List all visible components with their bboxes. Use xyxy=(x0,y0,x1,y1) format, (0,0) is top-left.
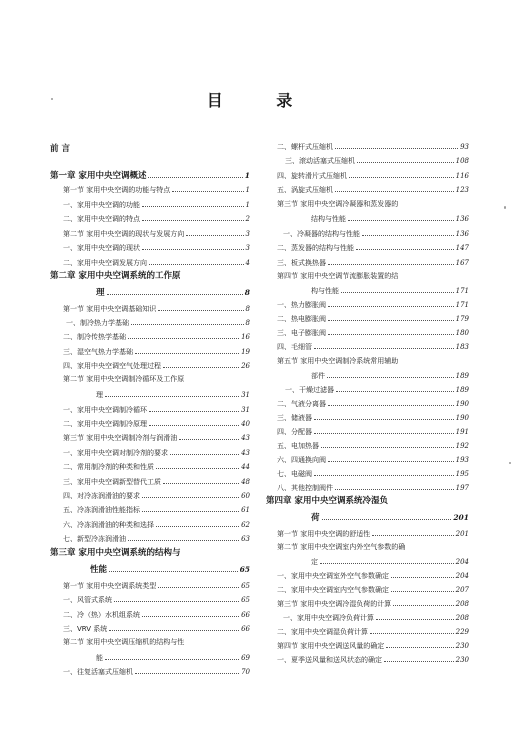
toc-leader-dots xyxy=(328,397,454,406)
toc-leader-dots xyxy=(357,154,454,163)
toc-entry-label: 四、家用中央空调空气处理过程 xyxy=(63,362,161,370)
scan-speck xyxy=(509,462,511,464)
toc-entry xyxy=(277,625,469,637)
toc-entry-label: 第一节 家用中央空调基础知识 xyxy=(63,305,157,313)
toc-entry xyxy=(283,227,469,239)
toc-entry-page: 230 xyxy=(455,656,469,664)
toc-entry xyxy=(63,359,250,371)
toc-leader-dots xyxy=(142,241,244,250)
toc-entry xyxy=(277,583,469,595)
toc-entry-label: 一、风管式系统 xyxy=(63,596,112,604)
toc-entry xyxy=(277,312,469,324)
toc-entry-page: 66 xyxy=(241,611,250,619)
toc-entry-page: 40 xyxy=(241,420,250,428)
toc-entry-label: 四、对冷冻润滑油的要求 xyxy=(63,492,140,500)
toc-entry-label: 第一节 家用中央空调系统类型 xyxy=(63,582,157,590)
toc-leader-dots xyxy=(105,651,239,660)
toc-entry-label: 五、电加热器 xyxy=(277,442,319,450)
toc-entry-page: 136 xyxy=(455,215,469,223)
toc-entry xyxy=(277,411,469,423)
toc-entry-label: 一、家用中央空调的功能 xyxy=(63,201,140,209)
toc-leader-dots xyxy=(393,597,453,606)
toc-entry xyxy=(63,227,250,239)
toc-leader-dots xyxy=(135,345,239,354)
toc-entry xyxy=(266,495,469,507)
toc-entry xyxy=(277,653,469,665)
toc-entry xyxy=(63,417,250,429)
toc-leader-dots xyxy=(376,611,454,620)
toc-entry-label: 第二章 家用中央空调系统的工作原 xyxy=(50,271,181,281)
toc-leader-dots xyxy=(158,302,243,311)
toc-leader-dots xyxy=(128,330,239,339)
toc-entry-page: 43 xyxy=(241,434,250,442)
toc-leader-dots xyxy=(372,527,453,536)
toc-entry xyxy=(90,563,250,575)
toc-entry-label: 一、热力膨胀阀 xyxy=(277,301,326,309)
toc-entry xyxy=(285,383,469,395)
toc-entry xyxy=(63,518,250,530)
toc-entry-page: 69 xyxy=(241,654,250,662)
toc-entry xyxy=(311,555,469,567)
toc-entry xyxy=(277,183,469,195)
toc-leader-dots xyxy=(156,460,239,469)
toc-leader-dots xyxy=(156,518,239,527)
toc-entry xyxy=(277,397,469,409)
toc-entry-page: 201 xyxy=(453,513,469,522)
toc-entry xyxy=(63,345,250,357)
toc-entry xyxy=(311,284,469,296)
toc-entry-label: 一、家用中央空调制冷循环 xyxy=(63,406,147,414)
toc-entry-label: 理 xyxy=(96,391,103,399)
toc-entry-page: 229 xyxy=(455,628,469,636)
toc-entry-label: 五、涡旋式压缩机 xyxy=(277,186,333,194)
toc-entry xyxy=(277,597,469,609)
toc-entry-label: 二、家用中央空调发展方向 xyxy=(63,259,147,267)
toc-entry-page: 136 xyxy=(455,230,469,238)
toc-leader-dots xyxy=(142,503,239,512)
toc-entry-page: 183 xyxy=(455,343,469,351)
toc-entry-label: 二、家用中央空调室内空气参数确定 xyxy=(277,586,389,594)
toc-entry xyxy=(50,169,250,181)
toc-entry-label: 二、常用制冷剂的种类和性质 xyxy=(63,463,154,471)
toc-leader-dots xyxy=(109,563,238,572)
toc-entry-label: 二、热电膨胀阀 xyxy=(277,315,326,323)
toc-entry-label: 一、家用中央空调的现状 xyxy=(63,244,140,252)
toc-entry xyxy=(50,547,250,559)
toc-entry xyxy=(277,169,469,181)
toc-entry-label: 五、冷冻润滑油性能指标 xyxy=(63,506,140,514)
toc-entry-label: 二、冷（热）水机组系统 xyxy=(63,611,140,619)
toc-entry-label: 三、电子膨胀阀 xyxy=(277,329,326,337)
toc-entry xyxy=(277,241,469,253)
toc-entry-page: 93 xyxy=(460,143,469,151)
toc-entry-label: 六、冷冻润滑油的种类和选择 xyxy=(63,521,154,529)
toc-entry-page: 8 xyxy=(245,319,250,327)
toc-entry xyxy=(63,636,250,648)
toc-entry-page: 190 xyxy=(455,400,469,408)
toc-entry-label: 二、家用中央空调的特点 xyxy=(63,215,140,223)
toc-leader-dots xyxy=(142,212,244,221)
toc-entry-page: 70 xyxy=(241,668,250,676)
toc-entry-page: 201 xyxy=(455,530,469,538)
toc-entry xyxy=(63,198,250,210)
toc-entry-page: 31 xyxy=(241,391,250,399)
toc-entry-label: 第三节 家用中央空调冷凝器和蒸发器的 xyxy=(277,200,399,208)
toc-leader-dots xyxy=(370,625,454,634)
toc-entry-page: 1 xyxy=(245,186,250,194)
toc-leader-dots xyxy=(148,169,242,178)
toc-entry-label: 七、电磁阀 xyxy=(277,470,312,478)
toc-entry-page: 171 xyxy=(455,287,469,295)
toc-entry-label: 二、制冷传热学基础 xyxy=(63,333,126,341)
toc-entry-page: 44 xyxy=(241,463,250,471)
toc-entry xyxy=(311,511,469,523)
toc-entry xyxy=(311,369,469,381)
toc-entry xyxy=(277,326,469,338)
toc-entry-label: 四、分配器 xyxy=(277,428,312,436)
toc-entry-label: 前 言 xyxy=(50,144,70,154)
toc-entry-label: 结构与性能 xyxy=(311,215,346,223)
toc-leader-dots xyxy=(356,241,454,250)
toc-entry xyxy=(277,256,469,268)
toc-entry-page: 66 xyxy=(241,625,250,633)
toc-leader-dots xyxy=(105,388,239,397)
scan-speck xyxy=(51,98,53,100)
toc-entry-label: 一、冷凝器的结构与性能 xyxy=(283,230,360,238)
toc-entry xyxy=(63,532,250,544)
toc-entry-label: 性能 xyxy=(90,565,108,575)
toc-entry-label: 第二节 家用中央空调压缩机的结构与性 xyxy=(63,638,185,646)
toc-leader-dots xyxy=(107,286,243,295)
toc-entry xyxy=(63,330,250,342)
toc-leader-dots xyxy=(314,425,454,434)
toc-entry-page: 197 xyxy=(455,484,469,492)
toc-entry xyxy=(63,475,250,487)
toc-entry-label: 理 xyxy=(96,288,105,298)
toc-entry-label: 四、旋转滑片式压缩机 xyxy=(277,172,347,180)
toc-entry xyxy=(63,212,250,224)
toc-entry xyxy=(277,355,469,367)
toc-entry-label: 三、滚动活塞式压缩机 xyxy=(285,157,355,165)
toc-entry-page: 190 xyxy=(455,414,469,422)
toc-entry xyxy=(277,569,469,581)
toc-leader-dots xyxy=(149,417,239,426)
toc-entry-page: 189 xyxy=(455,386,469,394)
toc-entry xyxy=(63,579,250,591)
toc-entry xyxy=(277,298,469,310)
toc-entry-page: 31 xyxy=(241,406,250,414)
toc-entry-page: 16 xyxy=(241,333,250,341)
toc-entry xyxy=(63,373,250,385)
toc-leader-dots xyxy=(114,593,239,602)
toc-entry-label: 七、新型冷冻润滑油 xyxy=(63,535,126,543)
toc-leader-dots xyxy=(321,439,454,448)
toc-entry-page: 26 xyxy=(241,362,250,370)
toc-entry-label: 二、蒸发器的结构与性能 xyxy=(277,244,354,252)
toc-leader-dots xyxy=(142,489,239,498)
toc-entry-page: 8 xyxy=(245,305,250,313)
toc-entry-page: 204 xyxy=(455,572,469,580)
toc-entry-label: 一、制冷热力学基础 xyxy=(66,319,129,327)
toc-leader-dots xyxy=(349,169,454,178)
toc-entry-label: 三、VRV 系统 xyxy=(63,625,108,633)
toc-leader-dots xyxy=(128,532,239,541)
toc-entry-label: 三、湿空气热力学基础 xyxy=(63,348,133,356)
toc-entry-label: 一、干燥过滤器 xyxy=(285,386,334,394)
scan-speck xyxy=(504,206,506,209)
toc-leader-dots xyxy=(391,569,454,578)
toc-entry xyxy=(63,403,250,415)
toc-entry xyxy=(63,593,250,605)
toc-leader-dots xyxy=(336,383,454,392)
toc-leader-dots xyxy=(384,653,454,662)
toc-entry xyxy=(277,340,469,352)
toc-leader-dots xyxy=(149,403,239,412)
toc-leader-dots xyxy=(328,298,454,307)
toc-entry-page: 65 xyxy=(241,582,250,590)
toc-entry-page: 230 xyxy=(455,642,469,650)
toc-entry xyxy=(277,425,469,437)
toc-entry-page: 48 xyxy=(241,478,250,486)
toc-leader-dots xyxy=(362,227,454,236)
toc-entry-label: 二、家用中央空调制冷原理 xyxy=(63,420,147,428)
toc-entry xyxy=(277,541,469,553)
toc-entry-label: 一、家用中央空调对制冷剂的要求 xyxy=(63,449,168,457)
toc-entry xyxy=(66,316,250,328)
toc-entry-page: 191 xyxy=(455,428,469,436)
toc-entry-label: 一、家用中央空调室外空气参数确定 xyxy=(277,572,389,580)
toc-entry-page: 195 xyxy=(455,470,469,478)
toc-leader-dots xyxy=(335,481,454,490)
toc-leader-dots xyxy=(327,369,454,378)
toc-entry xyxy=(63,608,250,620)
toc-entry xyxy=(63,622,250,634)
toc-entry-label: 第一章 家用中央空调概述 xyxy=(50,171,147,181)
toc-entry-label: 定 xyxy=(311,558,318,566)
toc-leader-dots xyxy=(170,446,239,455)
toc-entry-page: 1 xyxy=(244,171,250,180)
toc-entry-page: 193 xyxy=(455,456,469,464)
toc-leader-dots xyxy=(109,622,239,631)
toc-entry-label: 第三章 家用中央空调系统的结构与 xyxy=(50,548,181,558)
toc-leader-dots xyxy=(322,511,452,520)
toc-entry-label: 三、家用中央空调新型替代工质 xyxy=(63,478,161,486)
toc-leader-dots xyxy=(179,431,239,440)
toc-entry-page: 65 xyxy=(241,596,250,604)
toc-entry-page: 179 xyxy=(455,315,469,323)
toc-leader-dots xyxy=(328,326,454,335)
toc-entry-page: 43 xyxy=(241,449,250,457)
toc-leader-dots xyxy=(142,608,239,617)
toc-entry-page: 61 xyxy=(241,506,250,514)
toc-entry-page: 3 xyxy=(245,244,250,252)
toc-leader-dots xyxy=(335,140,458,149)
toc-entry xyxy=(50,143,250,155)
toc-leader-dots xyxy=(328,453,454,462)
toc-entry-page: 8 xyxy=(244,288,250,297)
toc-entry xyxy=(285,154,469,166)
toc-entry xyxy=(311,212,469,224)
toc-leader-dots xyxy=(320,555,454,564)
toc-entry-page: 207 xyxy=(455,586,469,594)
toc-leader-dots xyxy=(172,183,243,192)
toc-leader-dots xyxy=(149,256,244,265)
toc-entry xyxy=(277,453,469,465)
toc-leader-dots xyxy=(314,340,454,349)
toc-entry-page: 189 xyxy=(455,372,469,380)
toc-entry-label: 第四节 家用中央空调送风量的确定 xyxy=(277,642,385,650)
toc-entry-page: 167 xyxy=(455,259,469,267)
toc-entry-label: 二、螺杆式压缩机 xyxy=(277,143,333,151)
toc-entry-label: 三、储液器 xyxy=(277,414,312,422)
toc-entry xyxy=(277,140,469,152)
toc-entry-page: 180 xyxy=(455,329,469,337)
toc-entry xyxy=(63,241,250,253)
toc-leader-dots xyxy=(391,583,454,592)
toc-entry-label: 第三节 家用中央空调制冷剂与润滑油 xyxy=(63,434,178,442)
toc-entry-page: 147 xyxy=(455,244,469,252)
toc-entry xyxy=(63,460,250,472)
toc-entry xyxy=(277,639,469,651)
toc-entry xyxy=(96,286,250,298)
toc-entry xyxy=(96,651,250,663)
toc-entry xyxy=(277,527,469,539)
toc-entry-page: 3 xyxy=(245,230,250,238)
toc-entry-label: 构与性能 xyxy=(311,287,339,295)
page-title: 目 录 xyxy=(206,91,317,110)
toc-leader-dots xyxy=(386,639,453,648)
toc-entry-label: 部件 xyxy=(311,372,325,380)
toc-leader-dots xyxy=(131,316,244,325)
toc-entry-page: 208 xyxy=(455,614,469,622)
toc-leader-dots xyxy=(328,256,454,265)
toc-entry xyxy=(277,467,469,479)
toc-entry xyxy=(63,256,250,268)
toc-entry xyxy=(277,198,469,210)
toc-entry-page: 116 xyxy=(455,172,469,180)
toc-entry-label: 二、气液分离器 xyxy=(277,400,326,408)
toc-entry-label: 一、往复活塞式压缩机 xyxy=(63,668,133,676)
toc-leader-dots xyxy=(163,359,239,368)
toc-entry xyxy=(63,183,250,195)
toc-entry xyxy=(63,489,250,501)
toc-entry-label: 第二节 家用中央空调室内外空气参数的确 xyxy=(277,543,406,551)
toc-entry-label: 第二节 家用中央空调制冷循环及工作原 xyxy=(63,375,185,383)
toc-entry xyxy=(63,302,250,314)
toc-leader-dots xyxy=(186,227,243,236)
toc-entry-page: 1 xyxy=(245,201,250,209)
toc-entry-page: 171 xyxy=(455,301,469,309)
toc-entry xyxy=(50,270,250,282)
toc-entry xyxy=(63,446,250,458)
toc-entry-page: 208 xyxy=(455,600,469,608)
toc-leader-dots xyxy=(314,411,454,420)
toc-leader-dots xyxy=(142,198,244,207)
toc-entry-page: 65 xyxy=(239,565,250,574)
toc-entry-page: 2 xyxy=(245,215,250,223)
toc-entry-label: 第四章 家用中央空调系统冷湿负 xyxy=(266,496,388,506)
toc-entry-page: 19 xyxy=(241,348,250,356)
toc-entry-label: 第一节 家用中央空调的舒适性 xyxy=(277,530,371,538)
toc-entry xyxy=(277,481,469,493)
toc-entry-page: 123 xyxy=(455,186,469,194)
toc-leader-dots xyxy=(348,212,454,221)
toc-leader-dots xyxy=(341,284,454,293)
toc-entry xyxy=(63,503,250,515)
toc-leader-dots xyxy=(135,665,239,674)
toc-leader-dots xyxy=(335,183,454,192)
toc-entry-page: 108 xyxy=(455,157,469,165)
toc-entry-label: 第二节 家用中央空调的现状与发展方向 xyxy=(63,230,185,238)
toc-leader-dots xyxy=(314,467,454,476)
toc-leader-dots xyxy=(163,475,239,484)
toc-leader-dots xyxy=(158,579,239,588)
toc-entry-page: 60 xyxy=(241,492,250,500)
toc-entry-label: 第五节 家用中央空调制冷系统常用辅助 xyxy=(277,357,399,365)
toc-entry-page: 63 xyxy=(241,535,250,543)
toc-entry-label: 荷 xyxy=(311,513,320,523)
toc-entry xyxy=(277,439,469,451)
toc-entry-label: 四、毛细管 xyxy=(277,343,312,351)
toc-entry-page: 62 xyxy=(241,521,250,529)
toc-entry-label: 六、四通换向阀 xyxy=(277,456,326,464)
toc-entry-label: 一、夏季送风量和送风状态的确定 xyxy=(277,656,382,664)
toc-entry xyxy=(63,431,250,443)
toc-entry-page: 4 xyxy=(245,259,250,267)
toc-entry-page: 192 xyxy=(455,442,469,450)
toc-entry-label: 第三节 家用中央空调冷湿负荷的计算 xyxy=(277,600,392,608)
toc-entry-label: 第一节 家用中央空调的功能与特点 xyxy=(63,186,171,194)
toc-entry-label: 八、其他控制阀件 xyxy=(277,484,333,492)
toc-entry xyxy=(277,270,469,282)
toc-leader-dots xyxy=(328,312,454,321)
toc-entry-label: 第四节 家用中央空调节流膨胀装置的结 xyxy=(277,272,399,280)
toc-entry xyxy=(283,611,469,623)
toc-entry xyxy=(96,388,250,400)
toc-entry-label: 能 xyxy=(96,654,103,662)
toc-entry-label: 一、家用中央空调冷负荷计算 xyxy=(283,614,374,622)
toc-entry-label: 二、家用中央空调湿负荷计算 xyxy=(277,628,368,636)
toc-entry-page: 204 xyxy=(455,558,469,566)
toc-entry-label: 三、板式换热器 xyxy=(277,259,326,267)
toc-entry xyxy=(63,665,250,677)
